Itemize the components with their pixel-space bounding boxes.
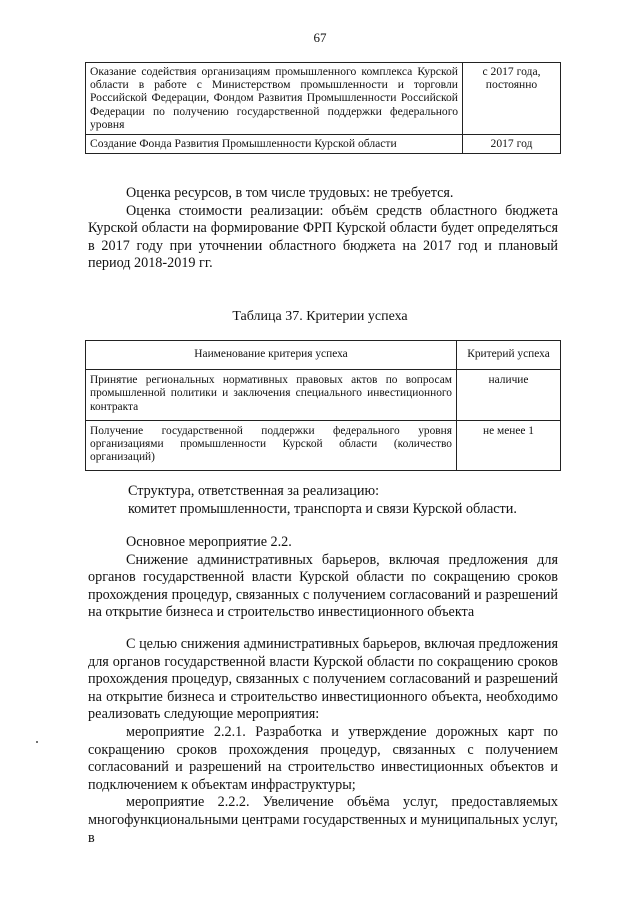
measure-item: мероприятие 2.2.1. Разработка и утверждение дорожных карт по сокращению сроков прохождения процедур, связанных с получением согласований и разрешений на строительство инвестиционных объектов и подключением к объектам инфраструктуры;	[88, 723, 558, 793]
scan-speck	[36, 741, 38, 743]
table-row	[86, 63, 561, 135]
resources-assessment: Оценка ресурсов, в том числе трудовых: не требуется.	[126, 185, 454, 201]
measure-cell: Создание Фонда Развития Промышленности Курской области	[86, 135, 463, 154]
criterion-value-cell: не менее 1	[457, 420, 561, 471]
resources-section	[88, 185, 558, 273]
column-header-criterion: Наименование критерия успеха	[86, 341, 457, 370]
criterion-name-cell: Получение государственной поддержки федерального уровня организациями промышленности Курской области (количество организаций)	[86, 420, 457, 471]
table-row	[86, 420, 561, 471]
column-header-value: Критерий успеха	[457, 341, 561, 370]
responsible-section	[128, 483, 568, 518]
table-row	[86, 135, 561, 154]
measure-cell: Оказание содействия организациям промышленного комплекса Курской области в работе с Министерством промышленности и торговли Российской Федерации, Фондом Развития Промышленности Российской Федерации по получению государственной поддержки федерального уровня	[86, 63, 463, 135]
measures-intro: С целью снижения административных барьеров, включая предложения для органов государственной власти Курской области по сокращению сроков прохождения процедур, связанных с получением согласований и разрешений на открытие бизнеса и строительство инвестиционного объекта, необходимо реализовать следующие мероприятия:	[88, 636, 558, 723]
main-event-subtitle: Снижение административных барьеров, включая предложения для органов государственной власти Курской области по сокращению сроков прохождения процедур, связанных с получением согласований и разрешений на открытие бизнеса и строительство инвестиционного объекта	[88, 551, 558, 621]
table-caption: Таблица 37. Критерии успеха	[232, 309, 408, 324]
responsible-value: комитет промышленности, транспорта и связи Курской области.	[128, 500, 517, 517]
table-header-row	[86, 341, 561, 370]
criterion-name-cell: Принятие региональных нормативных правовых актов по вопросам промышленной политики и заключения специального инвестиционного контракта	[86, 370, 457, 421]
criterion-value-cell: наличие	[457, 370, 561, 421]
success-criteria-table	[85, 340, 561, 471]
measure-item: мероприятие 2.2.2. Увеличение объёма услуг, предоставляемых многофункциональными центрами государственных и муниципальных услуг, в	[88, 794, 558, 846]
table-row	[86, 370, 561, 421]
page-number: 67	[313, 30, 327, 45]
measures-table	[85, 62, 561, 154]
measures-section	[88, 636, 558, 847]
cost-assessment: Оценка стоимости реализации: объём средств областного бюджета Курской области на формирование ФРП Курской области будет определяться в 2017 году при уточнении областного бюджета на 2017 год и плановый период 2018-2019 гг.	[88, 202, 558, 272]
term-cell: с 2017 года, постоянно	[463, 63, 561, 135]
responsible-label: Структура, ответственная за реализацию:	[128, 483, 380, 499]
term-cell: 2017 год	[463, 135, 561, 154]
main-event-section	[88, 534, 558, 622]
main-event-title: Основное мероприятие 2.2.	[126, 534, 292, 550]
